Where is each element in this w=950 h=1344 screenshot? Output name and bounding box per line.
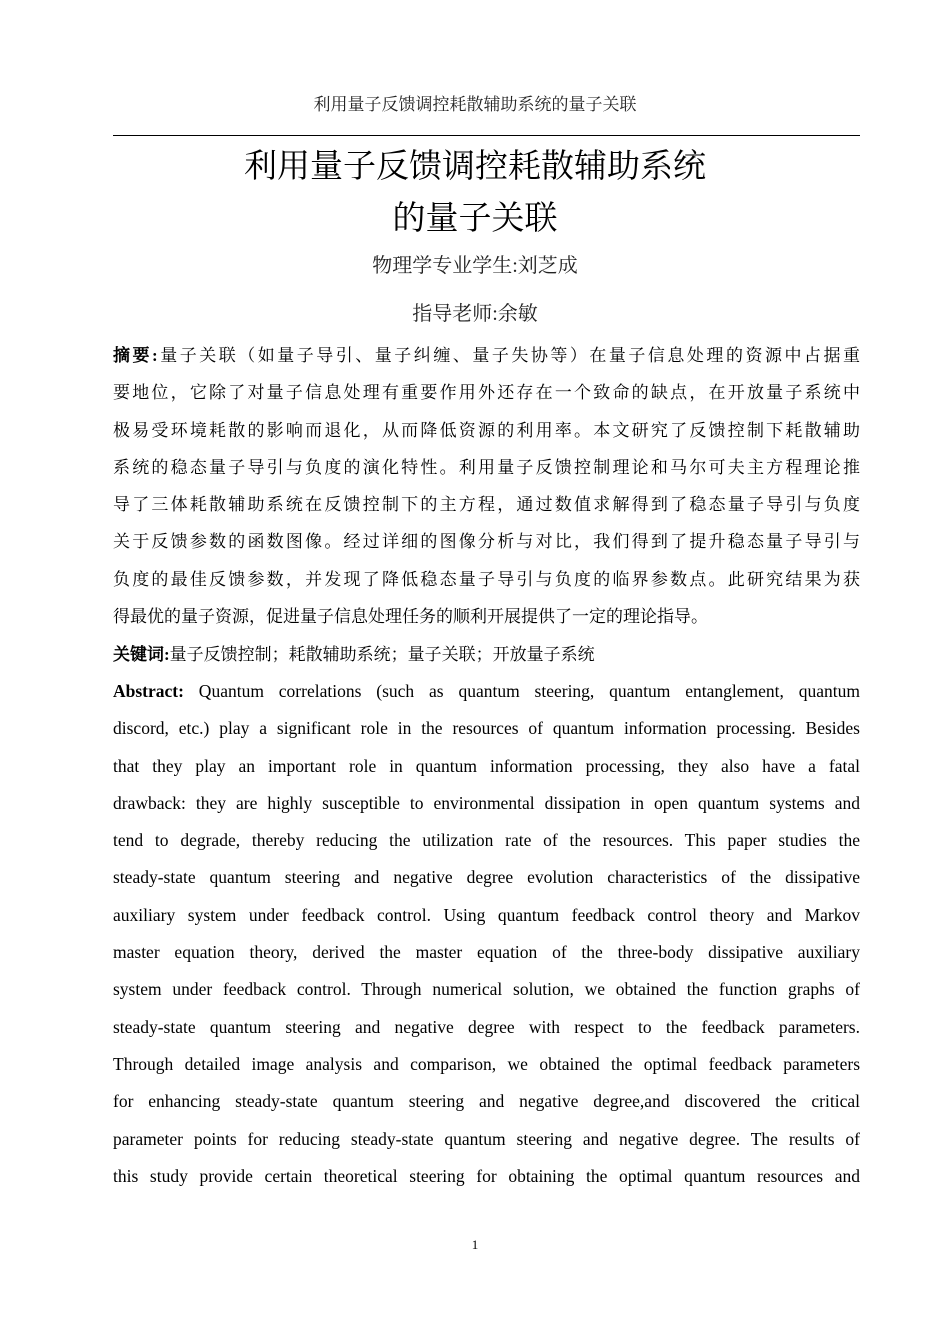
title-line-2: 的量子关联 <box>392 198 558 237</box>
abstract-line-text: 负度的最佳反馈参数，并发现了降低稳态量子导引与负度的临界参数点。此研究结果为获 <box>113 569 860 589</box>
keywords-text: 量子反馈控制；耗散辅助系统；量子关联；开放量子系统 <box>169 645 595 664</box>
abstract-line <box>113 412 860 449</box>
abstract-line-text: for enhancing steady-state quantum steering and negative degree,and discovered the critical <box>113 1091 860 1112</box>
abstract-line <box>113 598 860 635</box>
abstract-line <box>113 673 860 710</box>
abstract-line-text: that they play an important role in quantum information processing, they also have a fatal <box>113 755 860 776</box>
abstract-line <box>113 523 860 560</box>
abstract-line-text: 导了三体耗散辅助系统在反馈控制下的主方程，通过数值求解得到了稳态量子导引与负度 <box>113 495 860 515</box>
abstract-line <box>113 449 860 486</box>
abstract-line-text: Quantum correlations (such as quantum steering, quantum entanglement, quantum <box>183 681 860 701</box>
abstract-line <box>113 1009 860 1046</box>
abstract-line <box>113 971 860 1008</box>
abstract-line <box>113 1083 860 1120</box>
abstract-line-text: drawback: they are highly susceptible to environmental dissipation in open quantum systems and <box>113 792 860 813</box>
abstract-line-text: tend to degrade, thereby reducing the utilization rate of the resources. This paper studies the <box>113 830 860 851</box>
abstract-line-text: 得最优的量子资源，促进量子信息处理任务的顺利开展提供了一定的理论指导。 <box>113 607 708 627</box>
keywords-label: 关键词: <box>113 645 170 664</box>
keywords <box>113 636 860 673</box>
abstract-line-text: steady-state quantum steering and negative degree with respect to the feedback parameters. <box>113 1016 860 1037</box>
abstract-line <box>113 1121 860 1158</box>
abstract-line <box>113 561 860 598</box>
title-line-1: 利用量子反馈调控耗散辅助系统 <box>244 146 706 185</box>
abstract-cn <box>113 337 860 635</box>
abstract-line <box>113 486 860 523</box>
abstract-line-text: 系统的稳态量子导引与负度的演化特性。利用量子反馈控制理论和马尔可夫主方程理论推 <box>113 457 860 477</box>
abstract-line-text: 量子关联（如量子导引、量子纠缠、量子失协等）在量子信息处理的资源中占据重 <box>157 346 860 365</box>
abstract-line-text: discord, etc.) play a significant role in the resources of quantum information processing. Besides <box>113 718 860 739</box>
abstract-line-text: system under feedback control. Through numerical solution, we obtained the function graphs of <box>113 979 860 1000</box>
abstract-line <box>113 1046 860 1083</box>
running-header: 利用量子反馈调控耗散辅助系统的量子关联 <box>313 95 637 114</box>
abstract-line <box>113 822 860 859</box>
abstract-line <box>113 897 860 934</box>
abstract-label: Abstract: <box>113 681 184 701</box>
abstract-line <box>113 337 860 374</box>
abstract-line <box>113 785 860 822</box>
abstract-line-text: 极易受环境耗散的影响而退化，从而降低资源的利用率。本文研究了反馈控制下耗散辅助 <box>113 420 860 440</box>
header-rule <box>113 135 860 136</box>
abstract-line <box>113 859 860 896</box>
abstract-label: 摘要: <box>113 346 158 365</box>
author: 物理学专业学生:刘芝成 <box>372 255 578 277</box>
abstract-line <box>113 934 860 971</box>
abstract-line-text: parameter points for reducing steady-state quantum steering and negative degree. The results of <box>113 1128 860 1149</box>
abstract-line-text: 要地位，它除了对量子信息处理有重要作用外还存在一个致命的缺点，在开放量子系统中 <box>113 383 860 403</box>
abstract-line <box>113 374 860 411</box>
abstract-en <box>113 673 860 1195</box>
page-number: 1 <box>471 1237 479 1252</box>
advisor: 指导老师:余敏 <box>412 303 538 325</box>
abstract-line-text: steady-state quantum steering and negative degree evolution characteristics of the dissipative <box>113 867 860 888</box>
abstract-line-text: master equation theory, derived the master equation of the three-body dissipative auxiliary <box>113 942 860 963</box>
abstract-line-text: 关于反馈参数的函数图像。经过详细的图像分析与对比，我们得到了提升稳态量子导引与 <box>113 532 860 552</box>
abstract-line <box>113 748 860 785</box>
abstract-line-text: auxiliary system under feedback control. Using quantum feedback control theory and Markov <box>113 904 860 925</box>
abstract-line <box>113 710 860 747</box>
abstract-line-text: this study provide certain theoretical steering for obtaining the optimal quantum resources and <box>113 1165 860 1186</box>
abstract-line <box>113 1158 860 1195</box>
abstract-line-text: Through detailed image analysis and comparison, we obtained the optimal feedback parameters <box>113 1053 860 1074</box>
